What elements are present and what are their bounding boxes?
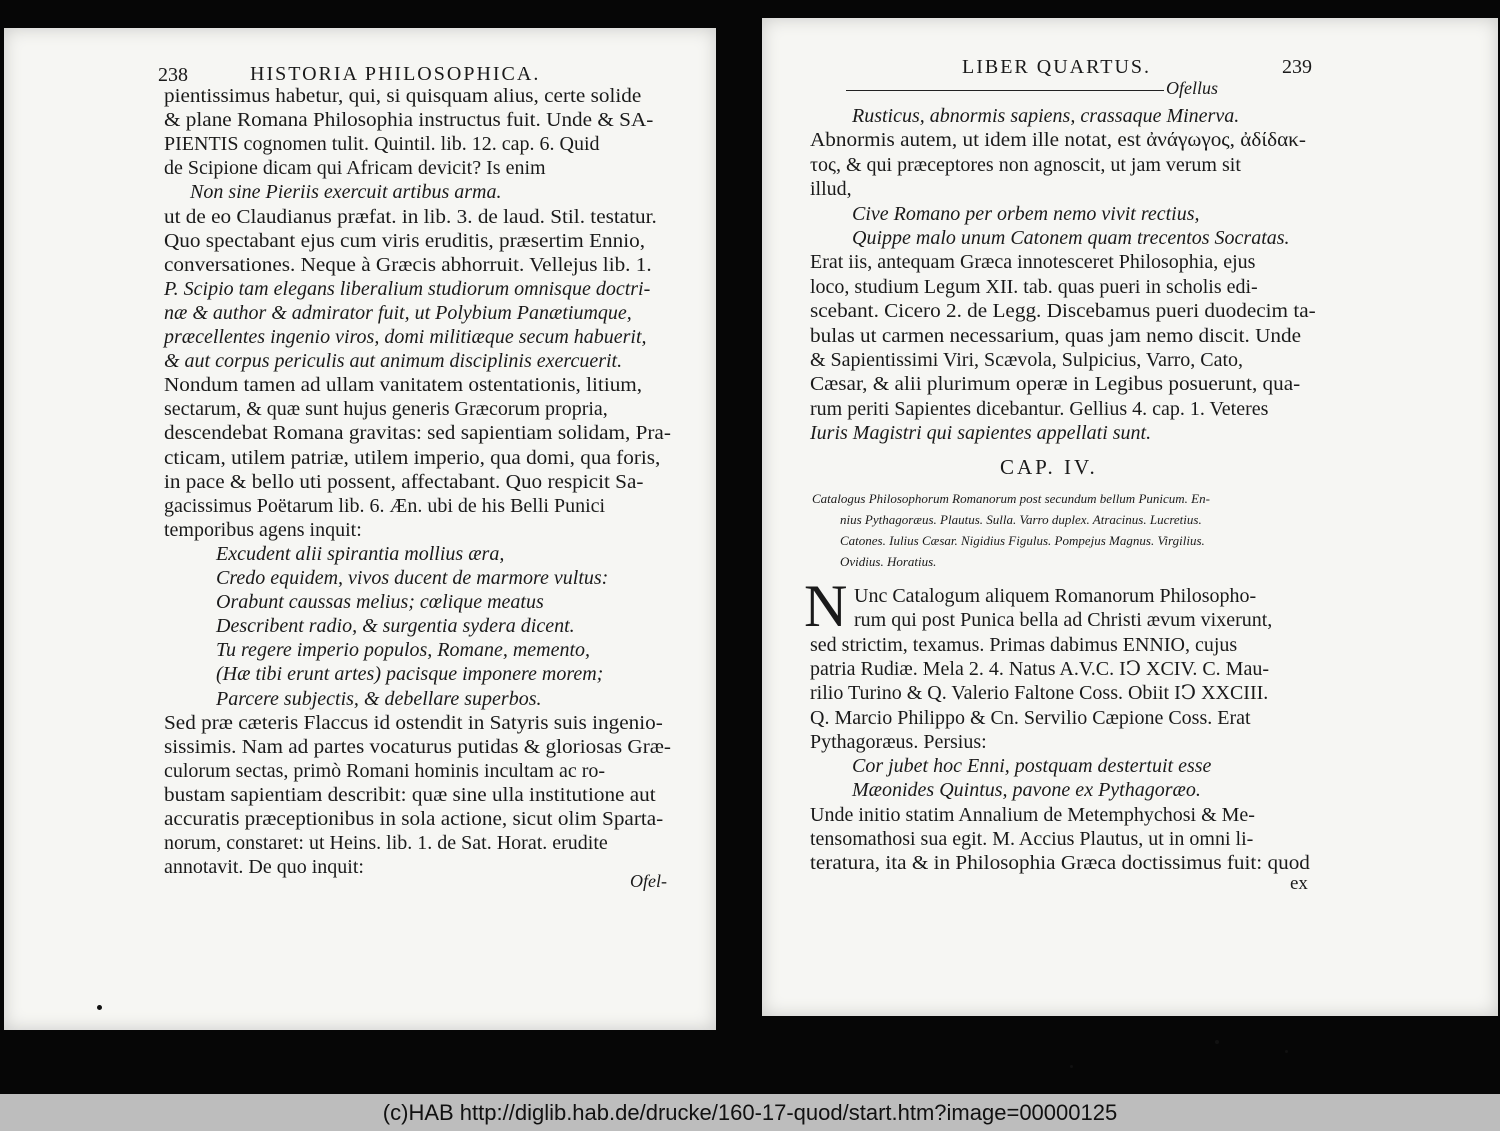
text-line: in pace & bello uti possent, affectabant. Quo respicit Sa- — [164, 470, 644, 493]
text-line: P. Scipio tam elegans liberalium studiorum omnisque doctri- — [164, 277, 651, 300]
text-line: & plane Romana Philosophia instructus fuit. Unde & SA- — [164, 109, 654, 132]
summary-line: Catones. Iulius Cæsar. Nigidius Figulus. Pompejus Magnus. Virgilius. — [840, 533, 1205, 548]
running-header-left: HISTORIA PHILOSOPHICA. — [250, 63, 541, 85]
text-line: pientissimus habetur, qui, si quisquam alius, certe solide — [164, 85, 642, 107]
text-line: Cive Romano per orbem nemo vivit rectius, — [852, 202, 1200, 225]
text-line: PIENTIS cognomen tulit. Quintil. lib. 12. cap. 6. Quid — [164, 133, 600, 156]
text-line: ut de eo Claudianus præfat. in lib. 3. de laud. Stil. testatur. — [164, 205, 657, 228]
text-line: Unde initio statim Annalium de Metemphychosi & Me- — [810, 803, 1255, 826]
text-line: patria Rudiæ. Mela 2. 4. Natus A.V.C. IↃ XCIV. C. Mau- — [810, 657, 1269, 680]
text-line: culorum sectas, primò Romani hominis incultam ac ro- — [164, 759, 606, 782]
text-line: & Sapientissimi Viri, Scævola, Sulpicius, Varro, Cato, — [810, 349, 1244, 371]
text-line: Abnormis autem, ut idem ille notat, est ἀνάγωγος, ἀδίδακ- — [810, 129, 1306, 152]
text-line: sectarum, & quæ sunt hujus generis Græcorum propria, — [164, 398, 608, 421]
speck — [1070, 1065, 1073, 1068]
speck — [97, 1005, 102, 1010]
text-line: Iuris Magistri qui sapientes appellati sunt. — [810, 422, 1152, 445]
header-rule — [846, 90, 1164, 91]
speck — [1285, 1050, 1288, 1053]
footer-credit: (c)HAB http://diglib.hab.de/drucke/160-17-quod/start.htm?image=00000125 — [0, 1094, 1500, 1131]
summary-line: nius Pythagoræus. Plautus. Sulla. Varro duplex. Atracinus. Lucretius. — [840, 512, 1202, 527]
text-line: Excudent alii spirantia mollius æra, — [216, 542, 505, 565]
speck — [1215, 1040, 1219, 1044]
text-line: loco, studium Legum XII. tab. quas pueri in scholis edi- — [810, 275, 1258, 298]
text-line: tensomathosi sua egit. M. Accius Plautus, ut in omni li- — [810, 828, 1254, 850]
text-line: Erat iis, antequam Græca innotesceret Philosophia, ejus — [810, 251, 1256, 274]
summary-line: Catalogus Philosophorum Romanorum post secundum bellum Punicum. En- — [812, 491, 1210, 506]
text-line: Rusticus, abnormis sapiens, crassaque Minerva. — [852, 105, 1240, 127]
right-page — [762, 18, 1498, 1016]
text-line: Describent radio, & surgentia sydera dicent. — [216, 615, 575, 638]
text-line: sed strictim, texamus. Primas dabimus ENNIO, cujus — [810, 633, 1238, 656]
text-line: rilio Turino & Q. Valerio Faltone Coss. Obiit IↃ XXCIII. — [810, 682, 1269, 705]
text-line: bulas ut carmen necessarium, quas jam nemo discit. Unde — [810, 324, 1301, 347]
text-line: Q. Marcio Philippo & Cn. Servilio Cæpione Coss. Erat — [810, 706, 1251, 729]
summary-line: Ovidius. Horatius. — [840, 554, 937, 569]
text-line: præcellentes ingenio viros, domi militiæque secum habuerit, — [164, 326, 647, 348]
text-line: Cor jubet hoc Enni, postquam destertuit esse — [852, 755, 1212, 778]
text-line: teratura, ita & in Philosophia Græca doctissimus fuit: quod — [810, 852, 1310, 875]
text-line: Nondum tamen ad ullam vanitatem ostentationis, litium, — [164, 374, 643, 397]
page-number-left: 238 — [158, 64, 188, 86]
page-number-right: 239 — [1282, 56, 1312, 78]
text-line: Quo spectabant ejus cum viris eruditis, præsertim Ennio, — [164, 229, 646, 252]
text-line: Non sine Pieriis exercuit artibus arma. — [190, 181, 502, 204]
text-line: gacissimus Poëtarum lib. 6. Æn. ubi de his Belli Punici — [164, 494, 606, 517]
text-line: bustam sapientiam describit: quæ sine ulla institutione aut — [164, 783, 656, 806]
text-line: Cæsar, & alii plurimum operæ in Legibus posuerunt, qua- — [810, 373, 1301, 396]
catchword-right: ex — [1290, 873, 1308, 894]
text-line: cticam, utilem patriæ, utilem imperio, qua domi, qua foris, — [164, 446, 661, 469]
text-line: τος, & qui præceptores non agnoscit, ut jam verum sit — [810, 153, 1241, 176]
top-catchword: Ofellus — [1166, 78, 1218, 98]
chapter-title: CAP. IV. — [1000, 455, 1098, 479]
text-line: rum qui post Punica bella ad Christi ævum vixerunt, — [854, 609, 1273, 632]
text-line: conversationes. Neque à Græcis abhorruit. Vellejus lib. 1. — [164, 253, 652, 276]
text-line: Mæonides Quintus, pavone ex Pythagoræo. — [852, 779, 1201, 802]
text-line: Tu regere imperio populos, Romane, memento, — [216, 639, 591, 662]
running-header-right: LIBER QUARTUS. — [962, 56, 1152, 78]
text-line: rum periti Sapientes dicebantur. Gellius 4. cap. 1. Veteres — [810, 397, 1269, 420]
text-line: illud, — [810, 178, 852, 201]
drop-cap: N — [804, 573, 848, 639]
text-line: accuratis præceptionibus in sola actione, sicut olim Sparta- — [164, 808, 664, 830]
text-line: Credo equidem, vivos ducent de marmore vultus: — [216, 567, 609, 589]
left-page — [4, 28, 716, 1030]
text-line: Orabunt caussas melius; cœlique meatus — [216, 591, 544, 614]
text-line: næ & author & admirator fuit, ut Polybium Panætiumque, — [164, 301, 632, 324]
text-line: (Hæ tibi erunt artes) pacisque imponere morem; — [216, 663, 604, 686]
text-line: Pythagoræus. Persius: — [810, 730, 987, 753]
text-line: annotavit. De quo inquit: — [164, 856, 364, 879]
catchword-left: Ofel- — [630, 871, 667, 891]
text-line: Unc Catalogum aliquem Romanorum Philosopho- — [854, 585, 1257, 607]
text-line: Parcere subjectis, & debellare superbos. — [216, 687, 542, 710]
text-line: scebant. Cicero 2. de Legg. Discebamus pueri duodecim ta- — [810, 300, 1316, 323]
text-line: Sed præ cæteris Flaccus id ostendit in Satyris suis ingenio- — [164, 711, 663, 734]
text-line: descendebat Romana gravitas: sed sapientiam solidam, Pra- — [164, 422, 671, 445]
text-line: sissimis. Nam ad partes vocaturus putidas & gloriosas Græ- — [164, 735, 671, 758]
text-line: de Scipione dicam qui Africam devicit? Is enim — [164, 157, 546, 180]
text-line: temporibus agens inquit: — [164, 518, 362, 541]
text-line: norum, constaret: ut Heins. lib. 1. de Sat. Horat. erudite — [164, 832, 608, 855]
text-line: & aut corpus periculis aut animum disciplinis exercuerit. — [164, 350, 623, 373]
text-line: Quippe malo unum Catonem quam trecentos Socratas. — [852, 227, 1290, 249]
